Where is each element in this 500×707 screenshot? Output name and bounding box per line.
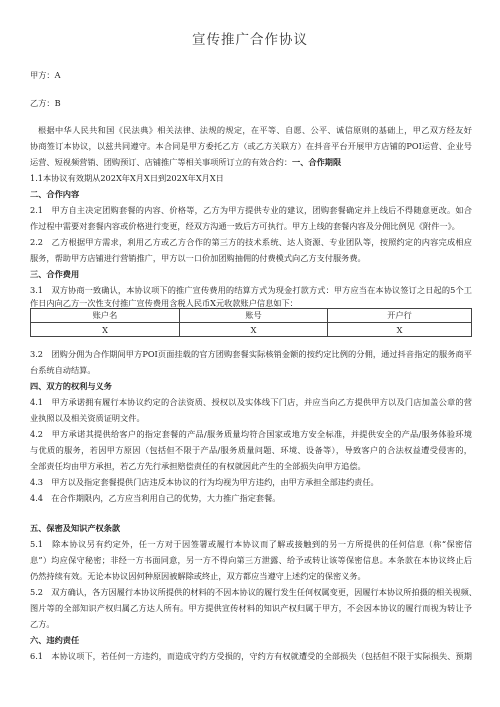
clause-3-1-line-2: 作日内向乙方一次性支付推广宣传费用含税人民币X元收款账户信息如下： [30,298,298,308]
table-header-account-number: 账号 [180,309,328,323]
party-a: 甲方：A [30,70,61,80]
table-cell-bank: X [328,323,472,337]
table-header-account-name: 账户名 [31,309,180,323]
clause-3-2-line-1: 3.2 团购分佣为合作期间甲方POI页面挂载的官方团购套餐实际核销金额的按约定比例的分佣，通过抖音指定的服务商平 [30,349,472,359]
clause-4-1-line-1: 4.1 甲方承诺拥有履行本协议约定的合法资质、授权以及实体线下门店，并应当向乙方提供甲方以及门店加盖公章的营 [30,397,472,407]
table-cell-account-name: X [31,323,180,337]
term-clause: 1.1本协议有效期从202X年X月X日到202X年X月X日 [30,173,224,183]
clause-3-2-line-2: 台系统自动结算。 [30,365,96,375]
preamble-line-3-text: 运营、短视频营销、团购预订、店铺推广等相关事项所订立的有效合约： [30,157,293,167]
document-title: 宣传推广合作协议 [192,32,308,48]
bank-account-table [30,308,472,337]
section-5-heading: 五、保密及知识产权条款 [30,523,121,533]
clause-5-1-line-1: 5.1 除本协议另有约定外，任一方对于因签署或履行本协议而了解或接触到的另一方所提供的任何信息（称“保密信 [30,539,472,549]
table-header-bank: 开户行 [328,309,472,323]
clause-2-1-line-1: 2.1 甲方自主决定团购套餐的内容、价格等，乙方为甲方提供专业的建议，团购套餐确定并上线后不得随意更改。如合 [30,205,472,215]
section-4-heading: 四、双方的权利与义务 [30,381,112,391]
section-2-heading: 二、合作内容 [30,189,80,199]
table-row [31,323,472,337]
preamble-line-1: 根据中华人民共和国《民法典》相关法律、法规的规定，在平等、自愿、公平、诚信原则的基础上，甲乙双方经友好 [38,125,472,135]
clause-4-1-line-2: 业执照以及相关资质证明文件。 [30,413,145,423]
table-header-row [31,309,472,323]
clause-5-2-line-2: 图片等的全部知识产权归属乙方达人所有。甲方提供宣传材料的知识产权归属于甲方，不会因本协议的履行而视为转让予 [30,603,472,613]
clause-4-4: 4.4 在合作期限内，乙方应当利用自己的优势，大力推广指定套餐。 [30,493,281,503]
clause-2-2-line-2: 服务，帮助甲方店铺进行营销推广，甲方以一口价加团购抽佣的付费模式向乙方支付服务费。 [30,253,366,263]
party-b: 乙方：B [30,98,61,108]
preamble-line-3 [30,157,341,167]
clause-4-3: 4.3 甲方以及指定套餐提供门店违反本协议的行为均视为甲方违约，由甲方承担全部违约责任。 [30,477,379,487]
clause-5-1-line-3: 仍然持续有效。无论本协议因何种原因被解除或终止，双方都应当遵守上述约定的保密义务。 [30,571,366,581]
table-cell-account-number: X [180,323,328,337]
section-6-heading: 六、违约责任 [30,635,80,645]
section-1-heading: 一、合作期限 [292,157,342,167]
clause-6-1-line-1: 6.1 本协议项下，若任何一方违约，而造成守约方受损的，守约方有权就遭受的全部损失（包括但不限于实际损失、预期 [30,651,472,661]
clause-5-2-line-1: 5.2 双方确认，各方因履行本协议所提供的材料的不因本协议的履行发生任何权属变更，因履行本协议所拍摄的相关视频、 [30,587,477,597]
clause-2-1-line-2: 作过程中需要对套餐内容或价格进行变更，经双方沟通一致后方可执行。甲方上线的套餐内容及分佣比例见《附件一》。 [30,221,460,231]
clause-4-2-line-1: 4.2 甲方承诺其提供给客户的指定套餐的产品/服务质量均符合国家或地方安全标准，并提供安全的产品/服务体验环境 [30,429,472,439]
clause-4-2-line-3: 全部责任均由甲方承担，若乙方先行承担赔偿责任的有权就因此产生的全部损失向甲方追偿。 [30,461,366,471]
preamble-line-2: 协商签订本协议，以兹共同遵守。本合同是甲方委托乙方（或乙方关联方）在抖音平台开展甲方店铺的POI运营、企业号 [30,141,472,151]
clause-5-2-line-3: 乙方。 [30,619,55,629]
clause-3-1-line-1: 3.1 双方协商一致确认，本协议项下的推广宣传费用的结算方式为现金打款方式：甲方应当在本协议签订之日起的5个工 [30,285,472,295]
clause-2-2-line-1: 2.2 乙方根据甲方需求，利用乙方或乙方合作的第三方的技术系统、达人资源、专业团队等，按照约定的内容完成相应 [30,237,472,247]
clause-4-2-line-2: 与优质的服务，若因甲方原因（包括但不限于产品/服务质量问题、环境、设备等），导致客户的合法权益遭受侵害的， [30,445,472,455]
section-3-heading: 三、合作费用 [30,269,80,279]
clause-5-1-line-2: 息”）均应保守秘密；非经一方书面同意，另一方不得向第三方泄露、给予或转让该等保密信息。本条款在本协议终止后 [30,555,472,565]
